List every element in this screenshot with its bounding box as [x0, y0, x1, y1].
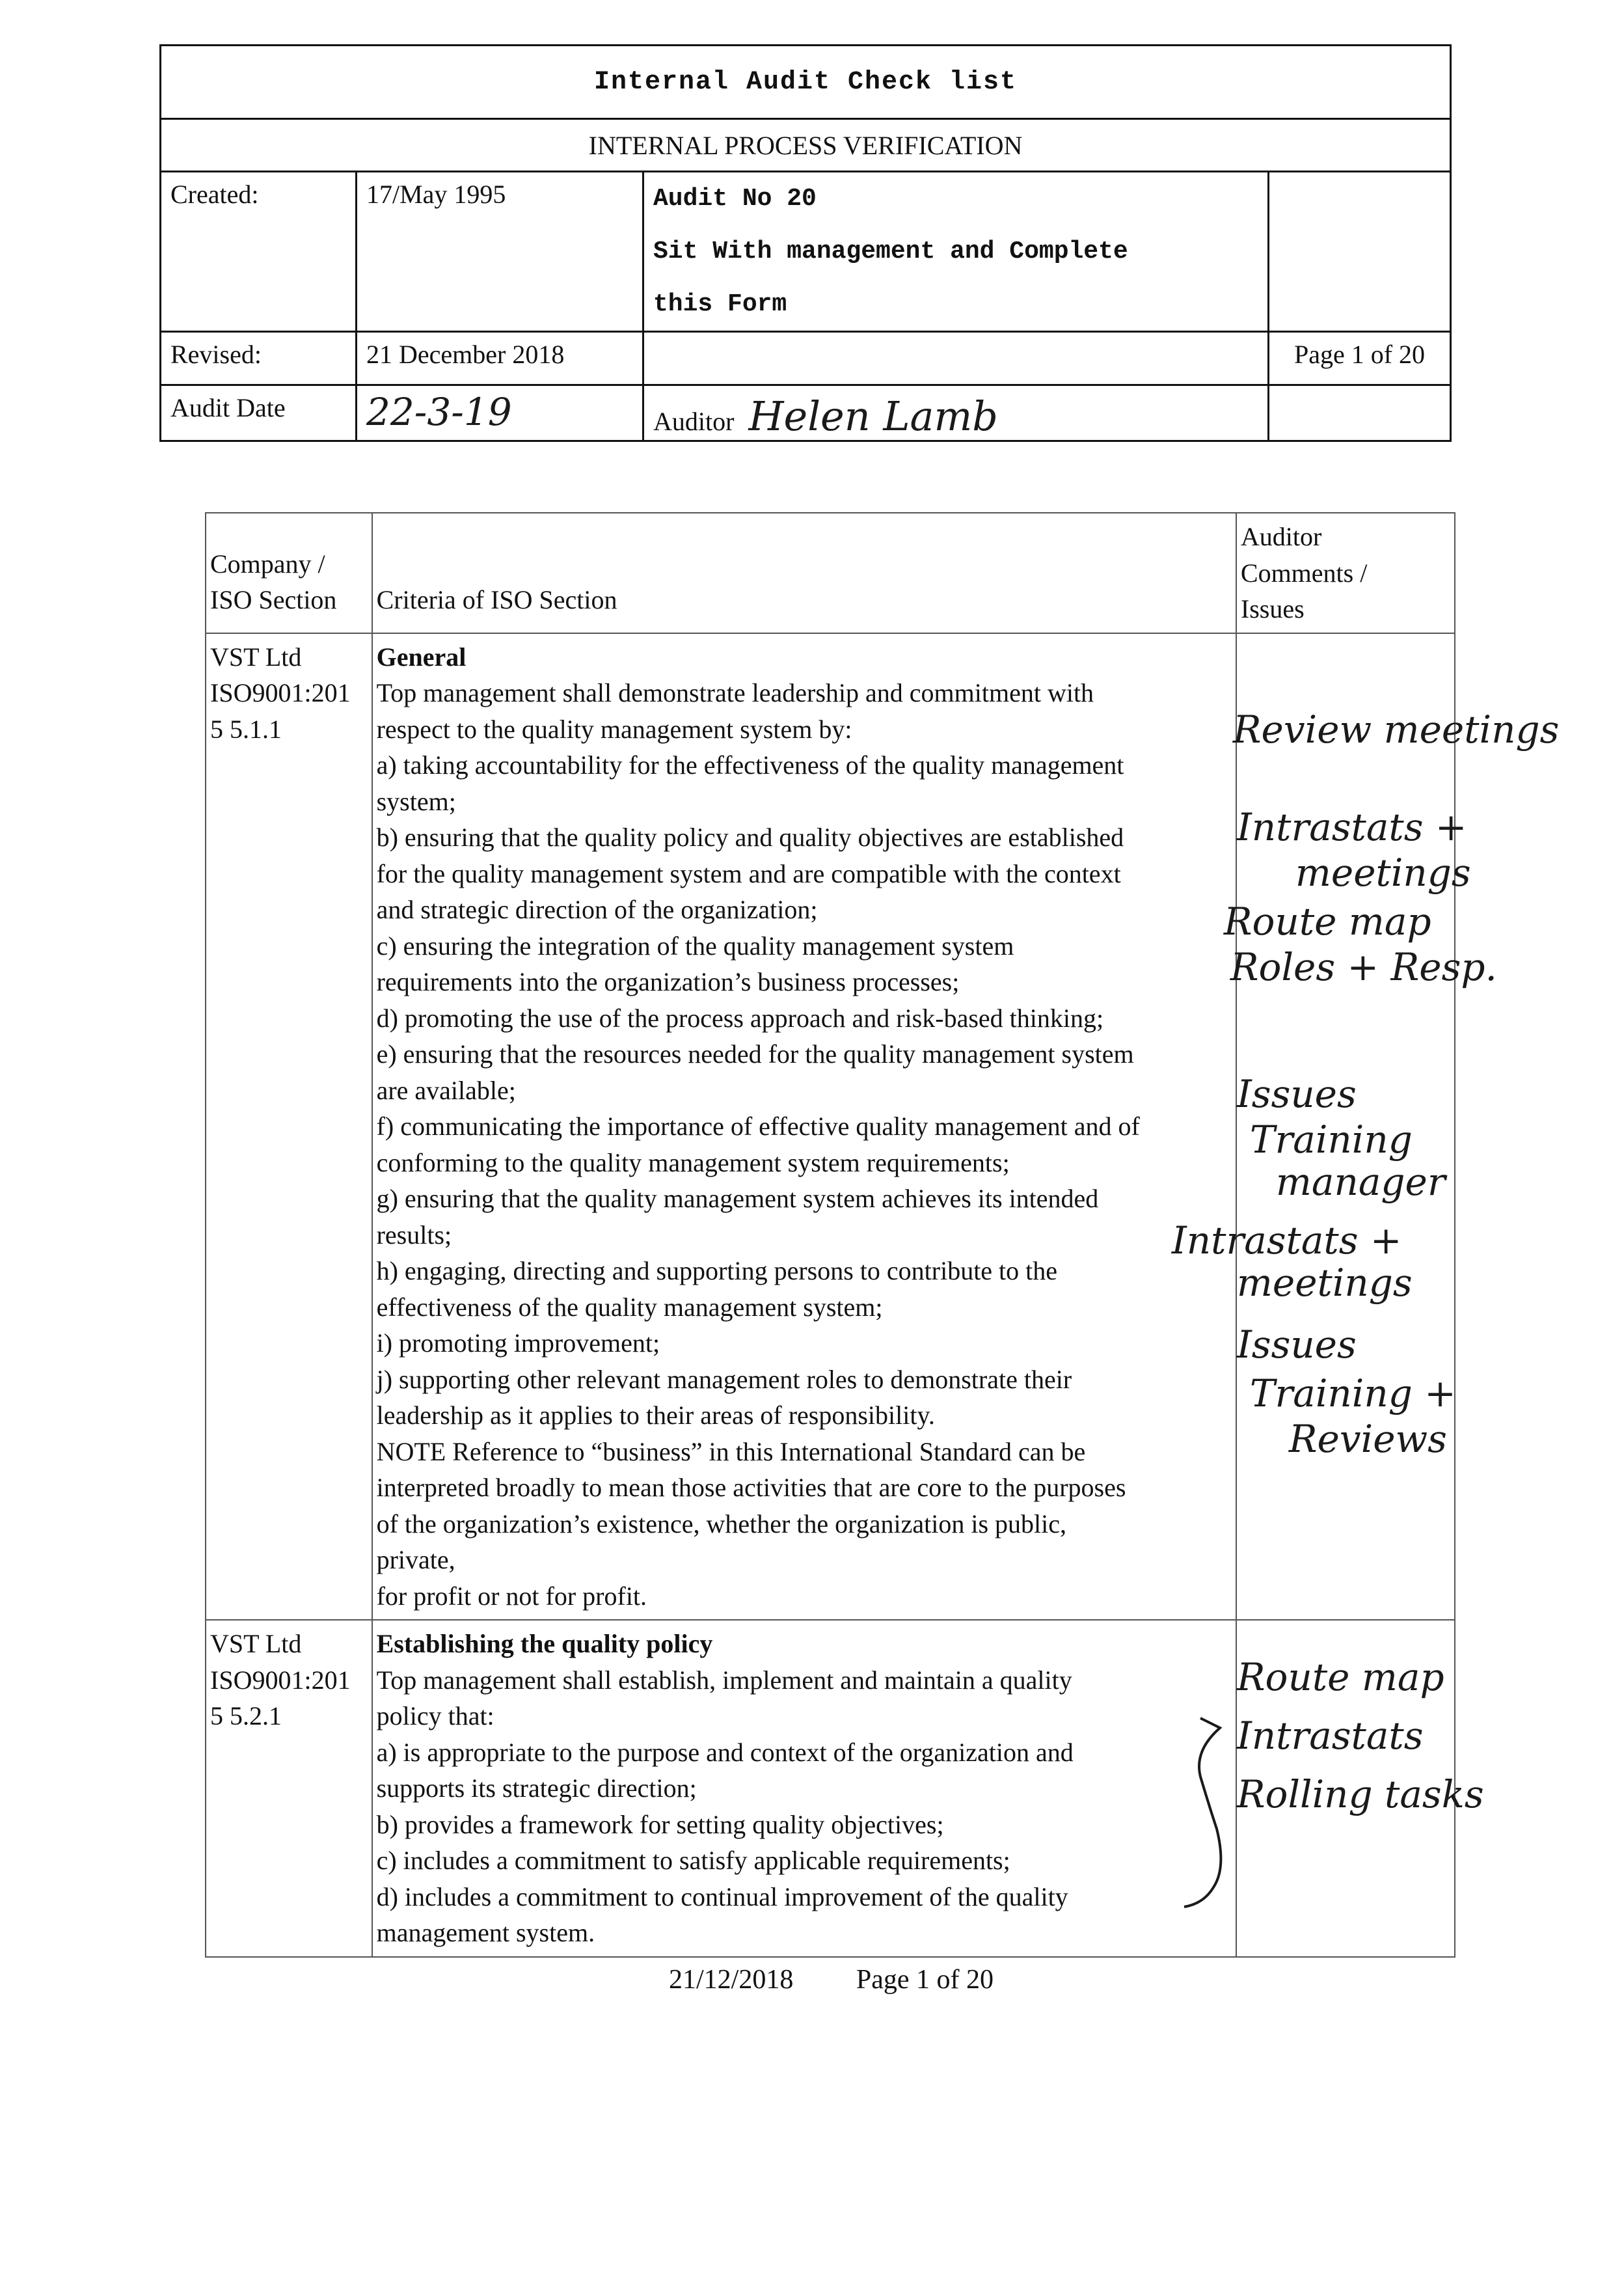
- criteria-line: a) is appropriate to the purpose and context of the organization and: [376, 1737, 1074, 1767]
- handwritten-note: meetings: [1295, 850, 1471, 895]
- criteria-line: f) communicating the importance of effective quality management and of: [376, 1112, 1140, 1141]
- criteria-line: and strategic direction of the organization;: [376, 895, 818, 924]
- instruction-line-1: Sit With management and Complete: [653, 238, 1128, 266]
- header-criteria: Criteria of ISO Section: [372, 513, 1236, 633]
- handwritten-note: Route map: [1236, 1655, 1444, 1699]
- handwritten-note: manager: [1275, 1159, 1446, 1204]
- iso-checklist-table: [205, 512, 1560, 1958]
- company-name: VST Ltd: [210, 642, 302, 672]
- handwritten-note: Training: [1249, 1117, 1413, 1162]
- audit-date-value: 22-3-19: [357, 385, 643, 441]
- criteria-line: g) ensuring that the quality management system achieves its intended: [376, 1184, 1099, 1213]
- criteria-line: management system.: [376, 1918, 595, 1947]
- criteria-line: leadership as it applies to their areas of responsibility.: [376, 1401, 935, 1430]
- table-row: [206, 633, 1455, 1620]
- criteria-line: e) ensuring that the resources needed for the quality management system: [376, 1039, 1134, 1069]
- criteria-line: a) taking accountability for the effectiveness of the quality management: [376, 750, 1124, 780]
- criteria-line: of the organization’s existence, whether the organization is public,: [376, 1509, 1067, 1538]
- criteria-line: NOTE Reference to “business” in this International Standard can be: [376, 1436, 1086, 1466]
- company-name: VST Ltd: [210, 1629, 302, 1658]
- auditor-label: Auditor: [653, 407, 735, 436]
- criteria-line: effectiveness of the quality management system;: [376, 1292, 883, 1322]
- header-iso-section: ISO Section: [210, 585, 337, 614]
- table-row: [206, 1620, 1455, 1957]
- header-issues: Issues: [1240, 594, 1305, 623]
- handwritten-note: Training +: [1249, 1371, 1456, 1415]
- auditor-comments: [1171, 633, 1560, 1620]
- handwritten-note: Review meetings: [1232, 707, 1560, 752]
- footer-page: Page 1 of 20: [856, 1965, 994, 1995]
- handwritten-note: Roles + Resp.: [1230, 944, 1497, 989]
- criteria-line: Top management shall demonstrate leadership and commitment with: [376, 678, 1094, 707]
- header-auditor: Auditor: [1240, 522, 1322, 551]
- audit-info: [643, 172, 1269, 332]
- criteria-line: j) supporting other relevant management roles to demonstrate their: [376, 1364, 1072, 1394]
- audit-header-table: [159, 44, 1452, 442]
- iso-clause: 5 5.1.1: [210, 714, 282, 744]
- criteria-line: results;: [376, 1220, 452, 1250]
- header-comments: Comments /: [1240, 558, 1368, 588]
- created-value: 17/May 1995: [357, 172, 643, 332]
- criteria-line: for profit or not for profit.: [376, 1581, 647, 1611]
- blank-cell: [643, 332, 1269, 385]
- curly-brace-mark: [1181, 1712, 1239, 1913]
- criteria-line: b) provides a framework for setting quality objectives;: [376, 1809, 944, 1839]
- criteria-line: respect to the quality management system by:: [376, 714, 852, 744]
- criteria-line: policy that:: [376, 1701, 494, 1730]
- criteria-line: interpreted broadly to mean those activities that are core to the purposes: [376, 1473, 1126, 1502]
- section-heading: Establishing the quality policy: [376, 1629, 713, 1658]
- header-company: Company /: [210, 549, 325, 579]
- handwritten-note: Issues: [1236, 1071, 1357, 1116]
- criteria-line: for the quality management system and are compatible with the context: [376, 858, 1121, 888]
- audit-number: Audit No 20: [653, 185, 817, 213]
- handwritten-note: Reviews: [1288, 1416, 1447, 1461]
- criteria-line: h) engaging, directing and supporting persons to contribute to the: [376, 1256, 1058, 1285]
- criteria-line: Top management shall establish, implement and maintain a quality: [376, 1665, 1072, 1695]
- criteria-line: c) includes a commitment to satisfy applicable requirements;: [376, 1846, 1010, 1875]
- auditor-comments: [1236, 1620, 1484, 1957]
- blank-cell: [1269, 385, 1451, 441]
- handwritten-note: Intrastats +: [1171, 1218, 1402, 1263]
- criteria-line: private,: [376, 1545, 455, 1574]
- page-number: Page 1 of 20: [1269, 332, 1451, 385]
- handwritten-note: Route map: [1223, 899, 1431, 944]
- criteria-line: are available;: [376, 1075, 516, 1105]
- criteria-line: c) ensuring the integration of the quality management system: [376, 931, 1014, 961]
- blank-cell: [1269, 172, 1451, 332]
- criteria-line: d) promoting the use of the process approach and risk-based thinking;: [376, 1003, 1104, 1033]
- auditor-signature: Helen Lamb: [748, 392, 998, 440]
- criteria-line: i) promoting improvement;: [376, 1328, 660, 1358]
- footer-date: 21/12/2018: [669, 1965, 794, 1995]
- criteria-line: system;: [376, 786, 456, 816]
- document-title: Internal Audit Check list: [161, 46, 1451, 119]
- handwritten-note: Rolling tasks: [1236, 1772, 1484, 1816]
- handwritten-note: Intrastats: [1236, 1714, 1424, 1758]
- revised-label: Revised:: [161, 332, 357, 385]
- criteria-line: d) includes a commitment to continual improvement of the quality: [376, 1881, 1068, 1911]
- instruction-line-2: this Form: [653, 290, 787, 318]
- section-heading: General: [376, 642, 467, 672]
- iso-clause: 5 5.2.1: [210, 1701, 282, 1730]
- criteria-line: b) ensuring that the quality policy and quality objectives are established: [376, 823, 1124, 852]
- created-label: Created:: [161, 172, 357, 332]
- criteria-line: requirements into the organization’s business processes;: [376, 967, 960, 996]
- revised-value: 21 December 2018: [357, 332, 643, 385]
- audit-date-label: Audit Date: [161, 385, 357, 441]
- iso-reference: ISO9001:201: [210, 678, 351, 707]
- criteria-line: supports its strategic direction;: [376, 1773, 697, 1803]
- handwritten-note: Issues: [1236, 1322, 1357, 1367]
- criteria-line: conforming to the quality management system requirements;: [376, 1147, 1010, 1177]
- page-footer: [669, 1964, 1049, 1995]
- handwritten-note: meetings: [1236, 1260, 1413, 1305]
- iso-reference: ISO9001:201: [210, 1665, 351, 1695]
- handwritten-note: Intrastats +: [1236, 804, 1467, 849]
- document-subtitle: INTERNAL PROCESS VERIFICATION: [161, 119, 1451, 172]
